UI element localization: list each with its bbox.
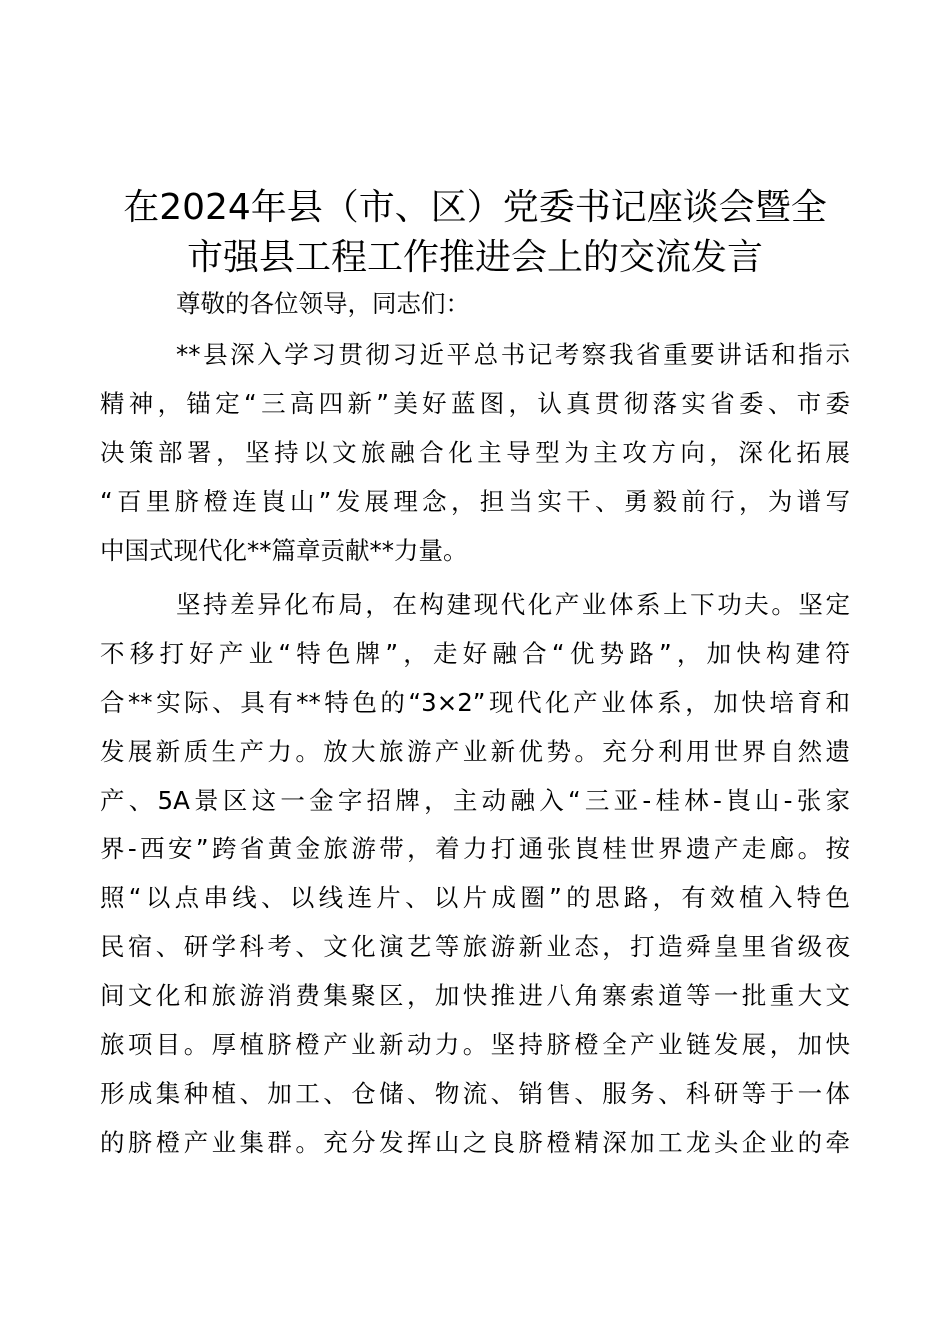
salutation: 尊敬的各位领导，同志们： [176,289,470,318]
paragraph-line: **县深入学习贯彻习近平总书记考察我省重要讲话和指示 [176,340,850,369]
paragraph-line: 间文化和旅游消费集聚区，加快推进八角寨索道等一批重大文 [100,981,850,1011]
title-line: 在2024年县（市、区）党委书记座谈会暨全 [123,187,827,228]
paragraph-line: 产、5A景区这一金字招牌，主动融入“三亚-桂林-崀山-张家 [100,785,850,815]
paragraph-line: 民宿、研学科考、文化演艺等旅游新业态，打造舜皇里省级夜 [100,932,850,962]
paragraph-line: 发展新质生产力。放大旅游产业新优势。充分利用世界自然遗 [100,736,850,766]
paragraph-line: 的脐橙产业集群。充分发挥山之良脐橙精深加工龙头企业的牵 [100,1127,850,1157]
paragraph-line: 形成集种植、加工、仓储、物流、销售、服务、科研等于一体 [100,1078,850,1108]
paragraph-line: 中国式现代化**篇章贡献**力量。 [100,535,468,565]
paragraph-intro [100,331,850,575]
paragraph-line: 精神，锚定“三高四新”美好蓝图，认真贯彻落实省委、市委 [100,388,850,418]
document-title [100,183,850,283]
paragraph-line: 合**实际、具有**特色的“3×2”现代化产业体系，加快培育和 [100,687,850,717]
paragraph-line: 坚持差异化布局，在构建现代化产业体系上下功夫。坚定 [176,590,850,619]
title-line: 市强县工程工作推进会上的交流发言 [186,237,763,278]
paragraph-line: “百里脐橙连崀山”发展理念，担当实干、勇毅前行，为谱写 [100,486,850,516]
paragraph-industry [100,581,850,1168]
paragraph-line: 决策部署，坚持以文旅融合化主导型为主攻方向，深化拓展 [100,437,850,467]
paragraph-line: 照“以点串线、以线连片、以片成圈”的思路，有效植入特色 [100,883,850,913]
paragraph-line: 不移打好产业“特色牌”，走好融合“优势路”，加快构建符 [100,638,850,668]
paragraph-line: 旅项目。厚植脐橙产业新动力。坚持脐橙全产业链发展，加快 [100,1030,850,1060]
paragraph-line: 界-西安”跨省黄金旅游带，着力打通张崀桂世界遗产走廊。按 [100,834,850,864]
